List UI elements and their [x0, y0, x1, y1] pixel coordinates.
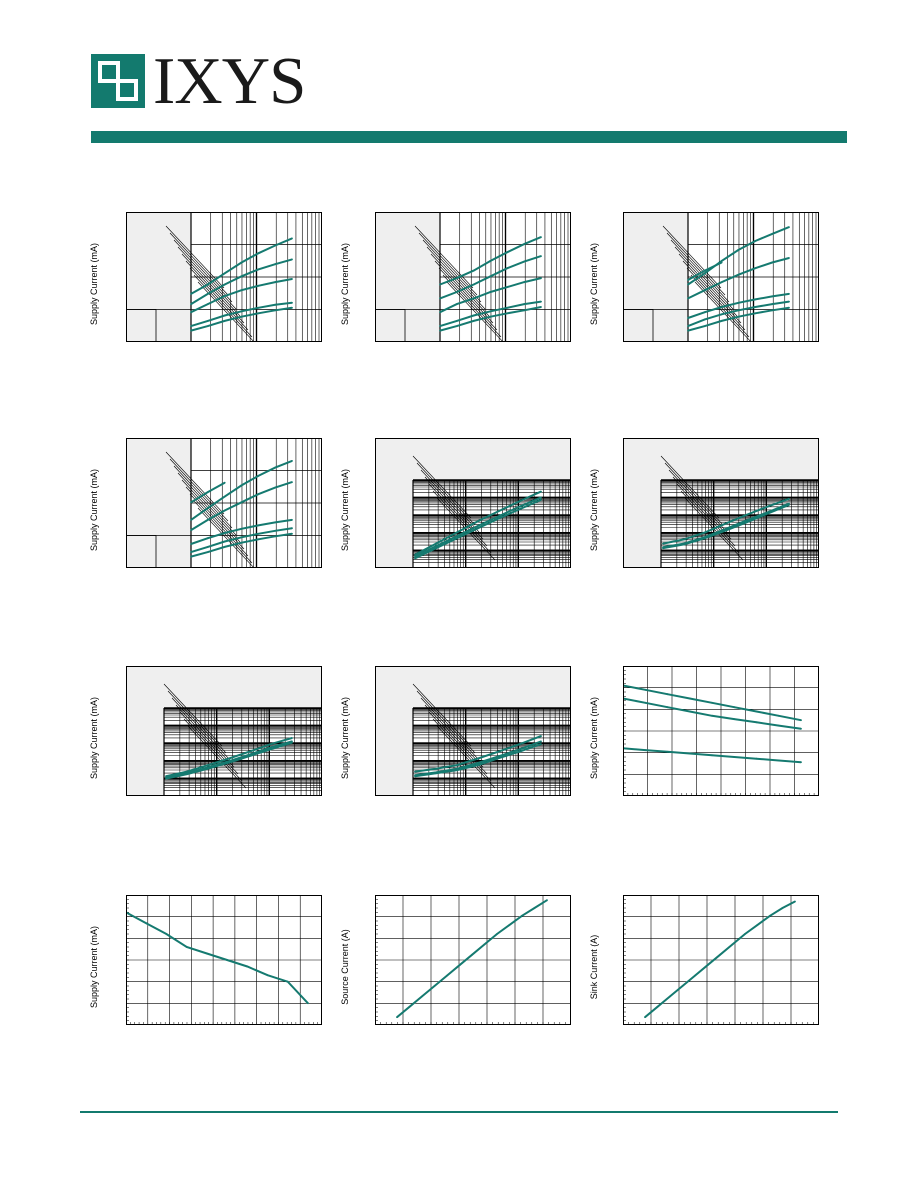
data-point	[291, 302, 293, 304]
data-point	[274, 535, 276, 537]
data-point	[291, 307, 293, 309]
data-point	[207, 519, 209, 521]
data-point	[274, 263, 276, 265]
data-point	[484, 944, 486, 946]
data-point	[523, 281, 525, 283]
chart-3	[623, 212, 819, 342]
data-point	[241, 310, 243, 312]
data-point	[207, 284, 209, 286]
data-point	[228, 758, 230, 760]
data-point	[456, 764, 458, 766]
data-point	[414, 775, 416, 777]
data-point	[477, 520, 479, 522]
data-point	[186, 946, 188, 948]
data-point	[498, 515, 500, 517]
data-point	[725, 523, 727, 525]
data-point	[782, 907, 784, 909]
data-point	[190, 303, 192, 305]
data-point	[704, 289, 706, 291]
data-point	[788, 301, 790, 303]
data-point	[291, 238, 293, 240]
data-point	[274, 281, 276, 283]
data-point	[257, 307, 259, 309]
data-point	[257, 538, 259, 540]
data-point	[788, 293, 790, 295]
data-point	[523, 261, 525, 263]
data-point	[291, 527, 293, 529]
data-point	[274, 530, 276, 532]
data-point	[506, 267, 508, 269]
data-point	[456, 291, 458, 293]
data-point	[473, 298, 475, 300]
data-point	[241, 542, 243, 544]
data-point	[439, 298, 441, 300]
y-axis-label: Supply Current (mA)	[89, 468, 99, 551]
data-point	[721, 281, 723, 283]
data-point	[459, 964, 461, 966]
data-point	[506, 307, 508, 309]
data-point	[778, 725, 780, 727]
data-point	[683, 544, 685, 546]
data-point	[490, 291, 492, 293]
data-point	[490, 275, 492, 277]
data-point	[506, 286, 508, 288]
data-point	[733, 706, 735, 708]
y-axis-label: Supply Current (mA)	[89, 925, 99, 1008]
data-point	[778, 760, 780, 762]
data-point	[224, 546, 226, 548]
data-point	[788, 226, 790, 228]
data-point	[540, 255, 542, 257]
y-axis-label: Supply Current (mA)	[589, 696, 599, 779]
data-point	[687, 330, 689, 332]
data-point	[540, 491, 542, 493]
data-point	[224, 320, 226, 322]
data-point	[257, 493, 259, 495]
data-point	[738, 302, 740, 304]
data-point	[473, 315, 475, 317]
data-point	[477, 764, 479, 766]
chart-5	[375, 438, 571, 568]
data-point	[207, 325, 209, 327]
data-point	[473, 270, 475, 272]
chart-11	[375, 895, 571, 1025]
data-point	[456, 325, 458, 327]
y-axis-label: Supply Current (mA)	[89, 242, 99, 325]
data-point	[644, 1016, 646, 1018]
data-point	[190, 330, 192, 332]
data-point	[224, 510, 226, 512]
data-point	[704, 270, 706, 272]
data-point	[186, 773, 188, 775]
data-point	[190, 556, 192, 558]
chart-2	[375, 212, 571, 342]
data-point	[694, 975, 696, 977]
data-point	[721, 313, 723, 315]
data-point	[287, 981, 289, 983]
data-point	[733, 756, 735, 758]
data-point	[769, 915, 771, 917]
data-point	[687, 298, 689, 300]
data-point	[738, 316, 740, 318]
data-point	[241, 262, 243, 264]
data-point	[207, 303, 209, 305]
data-point	[190, 551, 192, 553]
data-point	[274, 245, 276, 247]
data-point	[704, 325, 706, 327]
data-point	[257, 269, 259, 271]
data-point	[754, 267, 756, 269]
data-point	[771, 296, 773, 298]
data-point	[291, 519, 293, 521]
data-point	[788, 498, 790, 500]
data-point	[725, 530, 727, 532]
data-point	[446, 975, 448, 977]
chart-8	[375, 666, 571, 796]
data-point	[733, 718, 735, 720]
data-point	[224, 482, 226, 484]
data-point	[228, 762, 230, 764]
chart-6	[623, 438, 819, 568]
data-point	[190, 519, 192, 521]
data-point	[667, 706, 669, 708]
data-point	[456, 532, 458, 534]
data-point	[439, 325, 441, 327]
data-point	[456, 769, 458, 771]
data-point	[226, 959, 228, 961]
ixys-logo-mark	[91, 54, 145, 108]
data-point	[721, 306, 723, 308]
data-point	[274, 467, 276, 469]
data-point	[257, 525, 259, 527]
data-point	[756, 758, 758, 760]
data-point	[662, 543, 664, 545]
data-point	[190, 325, 192, 327]
data-point	[207, 507, 209, 509]
data-point	[711, 715, 713, 717]
data-point	[746, 514, 748, 516]
data-point	[241, 501, 243, 503]
data-point	[490, 310, 492, 312]
data-point	[291, 278, 293, 280]
data-point	[746, 521, 748, 523]
data-point	[456, 303, 458, 305]
data-point	[721, 262, 723, 264]
data-point	[540, 497, 542, 499]
y-axis-label: Supply Current (mA)	[89, 696, 99, 779]
data-point	[270, 746, 272, 748]
data-point	[540, 741, 542, 743]
data-point	[704, 272, 706, 274]
data-point	[711, 702, 713, 704]
data-point	[456, 537, 458, 539]
data-point	[434, 985, 436, 987]
data-point	[519, 500, 521, 502]
y-axis-label: Supply Current (mA)	[340, 696, 350, 779]
data-point	[657, 1006, 659, 1008]
data-point	[274, 522, 276, 524]
data-point	[498, 510, 500, 512]
data-point	[224, 295, 226, 297]
data-point	[662, 547, 664, 549]
data-point	[224, 532, 226, 534]
y-axis-label: Supply Current (mA)	[340, 242, 350, 325]
data-point	[687, 317, 689, 319]
data-point	[689, 753, 691, 755]
data-point	[257, 312, 259, 314]
data-point	[704, 532, 706, 534]
data-point	[704, 319, 706, 321]
y-axis-label: Supply Current (mA)	[589, 242, 599, 325]
data-point	[224, 496, 226, 498]
data-point	[754, 299, 756, 301]
data-point	[756, 721, 758, 723]
data-point	[707, 964, 709, 966]
ixys-logo	[91, 44, 331, 118]
data-point	[771, 303, 773, 305]
data-point	[396, 1016, 398, 1018]
data-point	[754, 312, 756, 314]
data-point	[683, 539, 685, 541]
data-point	[738, 249, 740, 251]
data-point	[534, 907, 536, 909]
data-point	[509, 924, 511, 926]
data-point	[241, 536, 243, 538]
data-point	[689, 698, 691, 700]
data-point	[540, 236, 542, 238]
data-point	[704, 311, 706, 313]
chart-7	[126, 666, 322, 796]
data-point	[771, 233, 773, 235]
data-point	[704, 537, 706, 539]
data-point	[414, 771, 416, 773]
data-point	[644, 749, 646, 751]
chart-1	[126, 212, 322, 342]
data-point	[145, 922, 147, 924]
data-point	[519, 506, 521, 508]
data-point	[206, 953, 208, 955]
data-point	[224, 315, 226, 317]
data-point	[207, 537, 209, 539]
data-point	[421, 996, 423, 998]
data-point	[490, 260, 492, 262]
data-point	[207, 546, 209, 548]
data-point	[746, 519, 748, 521]
data-point	[291, 460, 293, 462]
data-point	[274, 309, 276, 311]
data-point	[270, 748, 272, 750]
data-point	[207, 768, 209, 770]
data-point	[506, 251, 508, 253]
data-point	[291, 533, 293, 535]
data-point	[241, 316, 243, 318]
data-point	[207, 491, 209, 493]
data-point	[439, 330, 441, 332]
data-point	[249, 755, 251, 757]
data-point	[771, 309, 773, 311]
data-point	[257, 533, 259, 535]
data-point	[241, 289, 243, 291]
data-point	[439, 311, 441, 313]
data-point	[477, 527, 479, 529]
data-point	[689, 711, 691, 713]
data-point	[456, 320, 458, 322]
data-point	[778, 715, 780, 717]
data-point	[477, 762, 479, 764]
data-point	[498, 755, 500, 757]
data-point	[257, 252, 259, 254]
data-point	[257, 475, 259, 477]
data-point	[190, 529, 192, 531]
data-point	[456, 277, 458, 279]
data-point	[241, 275, 243, 277]
data-point	[224, 284, 226, 286]
data-point	[767, 513, 769, 515]
data-point	[767, 506, 769, 508]
y-axis-label: Source Current (A)	[340, 928, 350, 1005]
chart-10	[126, 895, 322, 1025]
data-point	[721, 260, 723, 262]
data-point	[754, 306, 756, 308]
data-point	[540, 499, 542, 501]
data-point	[257, 285, 259, 287]
data-point	[682, 985, 684, 987]
data-point	[435, 772, 437, 774]
data-point	[771, 262, 773, 264]
data-point	[291, 259, 293, 261]
data-point	[756, 711, 758, 713]
data-point	[540, 301, 542, 303]
data-point	[754, 240, 756, 242]
data-point	[498, 751, 500, 753]
data-point	[274, 304, 276, 306]
data-point	[721, 320, 723, 322]
data-point	[471, 954, 473, 956]
data-point	[519, 743, 521, 745]
data-point	[644, 689, 646, 691]
data-point	[190, 293, 192, 295]
data-point	[435, 768, 437, 770]
data-point	[687, 325, 689, 327]
data-point	[519, 748, 521, 750]
data-point	[800, 761, 802, 763]
data-point	[738, 309, 740, 311]
chart-9	[623, 666, 819, 796]
data-point	[490, 316, 492, 318]
data-point	[435, 547, 437, 549]
data-point	[473, 320, 475, 322]
data-point	[409, 1006, 411, 1008]
data-point	[757, 924, 759, 926]
data-point	[687, 284, 689, 286]
data-point	[267, 974, 269, 976]
data-point	[523, 243, 525, 245]
data-point	[711, 754, 713, 756]
data-point	[744, 933, 746, 935]
y-axis-label: Supply Current (mA)	[589, 468, 599, 551]
data-point	[207, 293, 209, 295]
header-bar	[91, 131, 847, 143]
data-point	[794, 901, 796, 903]
data-point	[498, 518, 500, 520]
data-point	[190, 543, 192, 545]
data-point	[241, 485, 243, 487]
data-point	[307, 1002, 309, 1004]
data-point	[540, 743, 542, 745]
data-point	[788, 504, 790, 506]
data-point	[439, 284, 441, 286]
data-point	[521, 915, 523, 917]
chart-4	[126, 438, 322, 568]
data-point	[519, 508, 521, 510]
data-point	[667, 693, 669, 695]
data-point	[800, 728, 802, 730]
data-point	[523, 309, 525, 311]
data-point	[274, 487, 276, 489]
data-point	[435, 543, 437, 545]
chart-12	[623, 895, 819, 1025]
data-point	[473, 284, 475, 286]
data-point	[249, 751, 251, 753]
data-point	[166, 933, 168, 935]
data-point	[165, 778, 167, 780]
data-point	[456, 535, 458, 537]
data-point	[207, 764, 209, 766]
data-point	[519, 751, 521, 753]
data-point	[644, 702, 646, 704]
data-point	[788, 257, 790, 259]
data-point	[477, 758, 479, 760]
data-point	[687, 279, 689, 281]
data-point	[498, 757, 500, 759]
data-point	[270, 743, 272, 745]
data-point	[506, 312, 508, 314]
data-point	[246, 966, 248, 968]
data-point	[540, 277, 542, 279]
data-point	[788, 307, 790, 309]
data-point	[546, 899, 548, 901]
data-point	[224, 541, 226, 543]
y-axis-label: Supply Current (mA)	[340, 468, 350, 551]
data-point	[291, 481, 293, 483]
brand-name: IXYS	[153, 44, 306, 118]
data-point	[190, 311, 192, 313]
data-point	[241, 528, 243, 530]
data-point	[800, 719, 802, 721]
data-point	[291, 742, 293, 744]
data-point	[540, 735, 542, 737]
data-point	[190, 501, 192, 503]
data-point	[477, 525, 479, 527]
data-point	[523, 303, 525, 305]
footer-rule	[80, 1111, 838, 1113]
data-point	[291, 737, 293, 739]
y-axis-label: Sink Current (A)	[589, 934, 599, 999]
data-point	[667, 751, 669, 753]
data-point	[207, 320, 209, 322]
data-point	[540, 306, 542, 308]
data-point	[496, 933, 498, 935]
data-point	[207, 551, 209, 553]
data-point	[669, 996, 671, 998]
data-point	[732, 944, 734, 946]
data-point	[719, 954, 721, 956]
data-point	[738, 274, 740, 276]
data-point	[414, 558, 416, 560]
data-point	[224, 272, 226, 274]
